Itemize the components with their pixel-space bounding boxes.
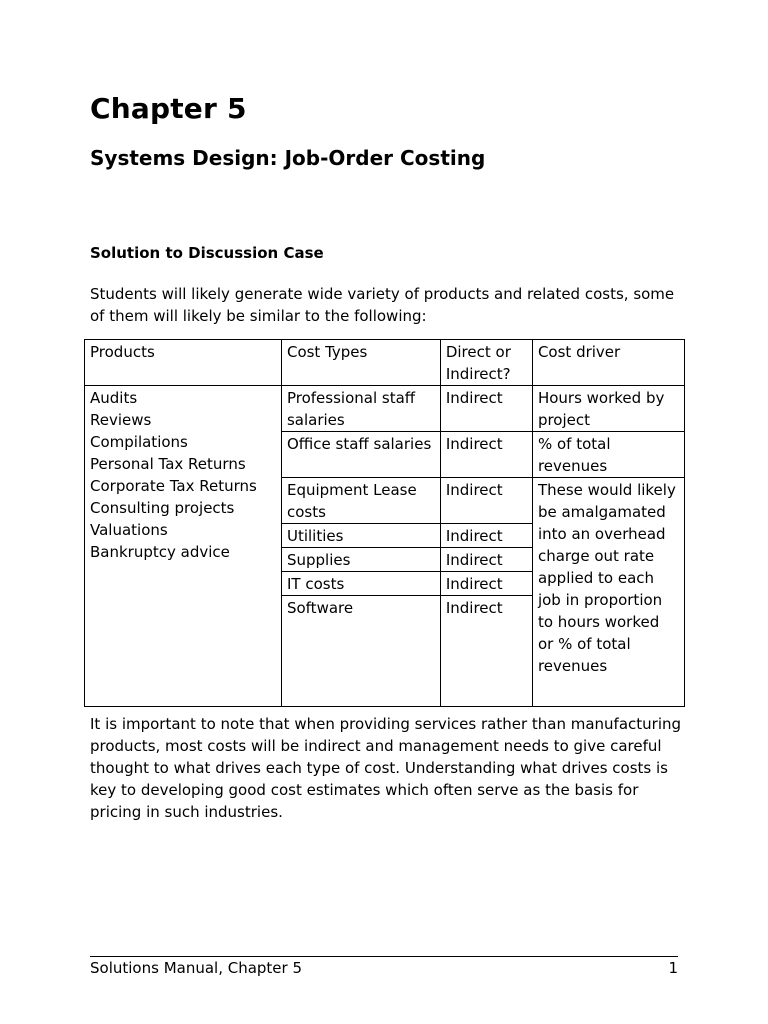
footer-title: Solutions Manual, Chapter 5 (90, 959, 303, 977)
header-cost-types: Cost Types (281, 340, 440, 386)
table-header-row (85, 340, 685, 386)
closing-paragraph: It is important to note that when providing services rather than manufacturing products, most costs will be indirect and management needs to give careful thought to what drives each type of cost. Understanding what drives costs is key to developing good cost estimates which often serve as the basis for pricing in such industries. (90, 715, 682, 821)
header-products: Products (85, 340, 282, 386)
products-cell (85, 386, 282, 707)
chapter-subtitle: Systems Design: Job-Order Costing (90, 146, 486, 170)
product-item: Audits (90, 389, 138, 407)
cost-type-cell: Equipment Lease costs (281, 478, 440, 524)
footer-divider (90, 956, 678, 957)
product-item: Consulting projects (90, 499, 235, 517)
chapter-title: Chapter 5 (90, 92, 247, 125)
cost-type-cell: Supplies (281, 548, 440, 572)
direct-indirect-cell: Indirect (440, 432, 532, 478)
page-number: 1 (668, 959, 678, 977)
direct-indirect-cell: Indirect (440, 386, 532, 432)
header-direct-indirect: Direct or Indirect? (440, 340, 532, 386)
direct-indirect-cell: Indirect (440, 478, 532, 524)
page-footer (90, 958, 678, 978)
product-item: Compilations (90, 433, 188, 451)
product-item: Bankruptcy advice (90, 543, 230, 561)
section-heading: Solution to Discussion Case (90, 244, 324, 262)
cost-driver-cell: Hours worked by project (532, 386, 684, 432)
cost-type-cell: Software (281, 596, 440, 707)
cost-type-cell: Utilities (281, 524, 440, 548)
cost-table (84, 339, 685, 707)
cost-type-cell: Office staff salaries (281, 432, 440, 478)
cost-driver-cell: % of total revenues (532, 432, 684, 478)
product-item: Valuations (90, 521, 168, 539)
header-cost-driver: Cost driver (532, 340, 684, 386)
product-item: Corporate Tax Returns (90, 477, 257, 495)
cost-type-cell: IT costs (281, 572, 440, 596)
direct-indirect-cell: Indirect (440, 572, 532, 596)
product-item: Personal Tax Returns (90, 455, 246, 473)
shared-cost-driver-cell: These would likely be amalgamated into an overhead charge out rate applied to each job in proportion to hours worked or % of total revenues (532, 478, 684, 707)
direct-indirect-cell: Indirect (440, 548, 532, 572)
product-item: Reviews (90, 411, 152, 429)
direct-indirect-cell: Indirect (440, 596, 532, 707)
direct-indirect-cell: Indirect (440, 524, 532, 548)
cost-type-cell: Professional staff salaries (281, 386, 440, 432)
intro-paragraph: Students will likely generate wide variety of products and related costs, some of them will likely be similar to the following: (90, 285, 675, 325)
table-row (85, 386, 685, 432)
